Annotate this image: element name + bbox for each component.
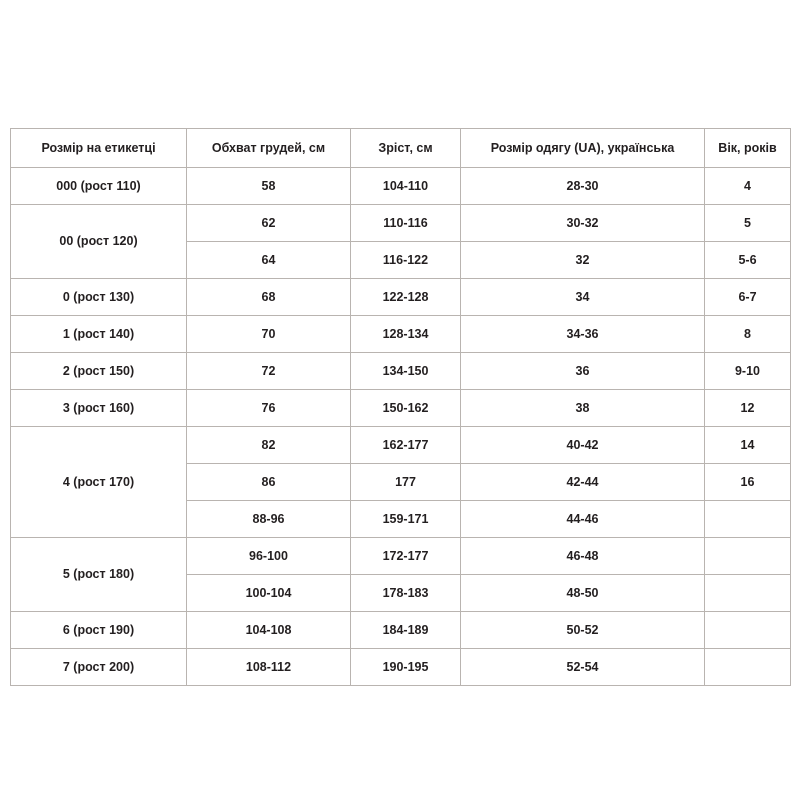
cell-age: 9-10: [705, 353, 791, 390]
table-row: [11, 390, 791, 427]
cell-height: 150-162: [351, 390, 461, 427]
cell-ua-size: 38: [461, 390, 705, 427]
cell-ua-size: 50-52: [461, 612, 705, 649]
cell-height: 122-128: [351, 279, 461, 316]
cell-size-label: 6 (рост 190): [11, 612, 187, 649]
cell-age: [705, 575, 791, 612]
cell-age: 14: [705, 427, 791, 464]
cell-height: 159-171: [351, 501, 461, 538]
cell-age: [705, 649, 791, 686]
table-row: [11, 612, 791, 649]
table-row: [11, 353, 791, 390]
table-header: [11, 129, 791, 168]
cell-chest: 108-112: [187, 649, 351, 686]
cell-ua-size: 34-36: [461, 316, 705, 353]
cell-chest: 104-108: [187, 612, 351, 649]
cell-ua-size: 34: [461, 279, 705, 316]
cell-size-label: 5 (рост 180): [11, 538, 187, 612]
cell-size-label: 3 (рост 160): [11, 390, 187, 427]
cell-ua-size: 40-42: [461, 427, 705, 464]
table-row: [11, 538, 791, 575]
cell-chest: 64: [187, 242, 351, 279]
cell-chest: 76: [187, 390, 351, 427]
cell-ua-size: 46-48: [461, 538, 705, 575]
size-chart-table: [10, 128, 791, 686]
cell-chest: 96-100: [187, 538, 351, 575]
cell-chest: 82: [187, 427, 351, 464]
table-header-row: [11, 129, 791, 168]
cell-height: 172-177: [351, 538, 461, 575]
column-header-chest: Обхват грудей, см: [187, 129, 351, 168]
cell-age: 16: [705, 464, 791, 501]
column-header-height: Зріст, см: [351, 129, 461, 168]
cell-chest: 68: [187, 279, 351, 316]
cell-height: 178-183: [351, 575, 461, 612]
cell-age: 6-7: [705, 279, 791, 316]
cell-size-label: 2 (рост 150): [11, 353, 187, 390]
cell-chest: 100-104: [187, 575, 351, 612]
cell-age: 8: [705, 316, 791, 353]
cell-age: [705, 612, 791, 649]
cell-chest: 86: [187, 464, 351, 501]
cell-size-label: 4 (рост 170): [11, 427, 187, 538]
table-row: [11, 649, 791, 686]
cell-ua-size: 52-54: [461, 649, 705, 686]
table-body: [11, 168, 791, 686]
cell-age: 12: [705, 390, 791, 427]
column-header-ua-size: Розмір одягу (UA), українська: [461, 129, 705, 168]
cell-height: 184-189: [351, 612, 461, 649]
cell-height: 162-177: [351, 427, 461, 464]
table-row: [11, 279, 791, 316]
cell-size-label: 7 (рост 200): [11, 649, 187, 686]
cell-chest: 72: [187, 353, 351, 390]
cell-height: 110-116: [351, 205, 461, 242]
cell-chest: 58: [187, 168, 351, 205]
cell-height: 134-150: [351, 353, 461, 390]
column-header-label: Розмір на етикетці: [11, 129, 187, 168]
cell-chest: 88-96: [187, 501, 351, 538]
column-header-age: Вік, років: [705, 129, 791, 168]
table-row: [11, 427, 791, 464]
cell-chest: 62: [187, 205, 351, 242]
cell-size-label: 1 (рост 140): [11, 316, 187, 353]
cell-size-label: 000 (рост 110): [11, 168, 187, 205]
table-row: [11, 316, 791, 353]
cell-ua-size: 44-46: [461, 501, 705, 538]
cell-ua-size: 32: [461, 242, 705, 279]
cell-height: 177: [351, 464, 461, 501]
cell-height: 116-122: [351, 242, 461, 279]
cell-ua-size: 28-30: [461, 168, 705, 205]
cell-height: 104-110: [351, 168, 461, 205]
cell-age: 4: [705, 168, 791, 205]
cell-size-label: 00 (рост 120): [11, 205, 187, 279]
cell-height: 190-195: [351, 649, 461, 686]
cell-ua-size: 42-44: [461, 464, 705, 501]
cell-age: [705, 538, 791, 575]
cell-age: 5-6: [705, 242, 791, 279]
cell-size-label: 0 (рост 130): [11, 279, 187, 316]
cell-age: 5: [705, 205, 791, 242]
cell-ua-size: 36: [461, 353, 705, 390]
table-row: [11, 168, 791, 205]
cell-chest: 70: [187, 316, 351, 353]
cell-height: 128-134: [351, 316, 461, 353]
table-row: [11, 205, 791, 242]
cell-ua-size: 30-32: [461, 205, 705, 242]
size-chart-container: [10, 128, 790, 686]
cell-age: [705, 501, 791, 538]
cell-ua-size: 48-50: [461, 575, 705, 612]
